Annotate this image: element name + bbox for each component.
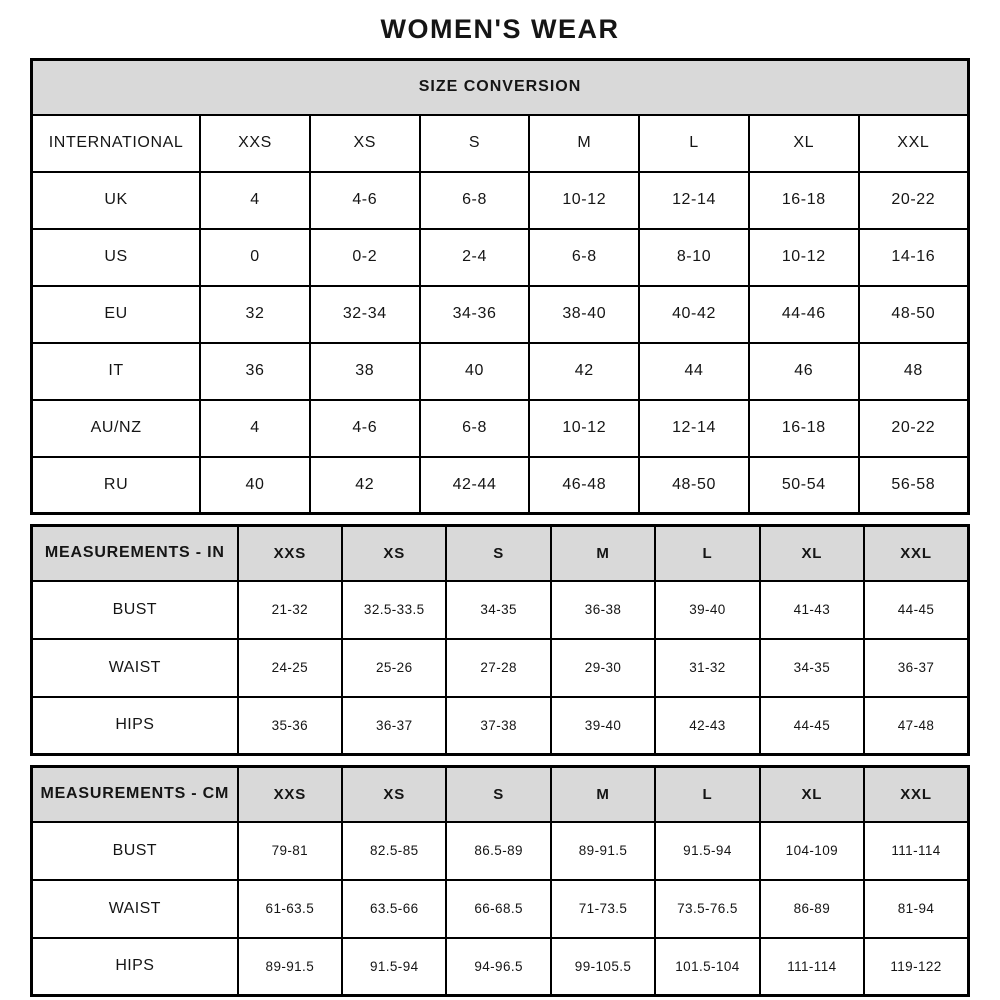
cell-value: 37-38 [446,697,550,755]
cell-value: 32-34 [310,286,420,343]
column-header-xl: XL [760,526,864,581]
table-header-row [32,767,969,822]
column-header-international: INTERNATIONAL [32,115,201,172]
cell-value: 50-54 [749,457,859,514]
cell-value: 38-40 [529,286,639,343]
cell-value: 40 [200,457,310,514]
table-row-uk [32,172,969,229]
column-header-l: L [639,115,749,172]
cell-value: 4-6 [310,172,420,229]
size-conversion-title: SIZE CONVERSION [32,60,969,115]
size-conversion-table [30,58,970,515]
cell-value: 48-50 [859,286,969,343]
column-header-xs: XS [310,115,420,172]
cell-value: 0-2 [310,229,420,286]
cell-value: 34-35 [446,581,550,639]
cell-value: 38 [310,343,420,400]
column-header-m: M [551,526,655,581]
cell-value: 34-36 [420,286,530,343]
column-header-l: L [655,767,759,822]
cell-value: 81-94 [864,880,968,938]
cell-value: 42 [529,343,639,400]
cell-value: 44 [639,343,749,400]
row-label-ru: RU [32,457,201,514]
cell-value: 24-25 [238,639,342,697]
column-header-s: S [420,115,530,172]
row-label-it: IT [32,343,201,400]
table-row-hips-cm [32,938,969,996]
cell-value: 82.5-85 [342,822,446,880]
cell-value: 66-68.5 [446,880,550,938]
page-title: WOMEN'S WEAR [380,14,620,44]
cell-value: 36-37 [864,639,968,697]
cell-value: 2-4 [420,229,530,286]
column-header-xxs: XXS [238,767,342,822]
cell-value: 21-32 [238,581,342,639]
column-header-m: M [551,767,655,822]
cell-value: 0 [200,229,310,286]
row-label-hips: HIPS [32,938,238,996]
table-header-row [32,115,969,172]
cell-value: 27-28 [446,639,550,697]
table-row-hips-in [32,697,969,755]
column-header-xxl: XXL [864,767,968,822]
column-header-xl: XL [760,767,864,822]
cell-value: 29-30 [551,639,655,697]
cell-value: 89-91.5 [551,822,655,880]
cell-value: 46-48 [529,457,639,514]
cell-value: 48 [859,343,969,400]
cell-value: 12-14 [639,400,749,457]
cell-value: 63.5-66 [342,880,446,938]
cell-value: 10-12 [529,400,639,457]
column-header-m: M [529,115,639,172]
table-row-eu [32,286,969,343]
column-header-xs: XS [342,767,446,822]
row-label-waist: WAIST [32,880,238,938]
cell-value: 32.5-33.5 [342,581,446,639]
cell-value: 6-8 [529,229,639,286]
cell-value: 42-44 [420,457,530,514]
column-header-xxl: XXL [864,526,968,581]
cell-value: 36-38 [551,581,655,639]
table-row-ru [32,457,969,514]
cell-value: 25-26 [342,639,446,697]
column-header-xxs: XXS [238,526,342,581]
cell-value: 6-8 [420,172,530,229]
cell-value: 39-40 [551,697,655,755]
cell-value: 111-114 [864,822,968,880]
cell-value: 36-37 [342,697,446,755]
table-header-row [32,526,969,581]
cell-value: 40 [420,343,530,400]
cell-value: 86-89 [760,880,864,938]
measurements-in-table [30,524,970,756]
cell-value: 47-48 [864,697,968,755]
cell-value: 94-96.5 [446,938,550,996]
cell-value: 79-81 [238,822,342,880]
table-row-bust-cm [32,822,969,880]
cell-value: 56-58 [859,457,969,514]
table-row-aunz [32,400,969,457]
cell-value: 39-40 [655,581,759,639]
column-header-s: S [446,767,550,822]
row-label-bust: BUST [32,581,238,639]
cell-value: 101.5-104 [655,938,759,996]
cell-value: 4 [200,172,310,229]
cell-value: 99-105.5 [551,938,655,996]
cell-value: 44-45 [760,697,864,755]
table-row-us [32,229,969,286]
cell-value: 8-10 [639,229,749,286]
column-header-measurements-in: MEASUREMENTS - IN [32,526,238,581]
cell-value: 104-109 [760,822,864,880]
cell-value: 86.5-89 [446,822,550,880]
cell-value: 14-16 [859,229,969,286]
cell-value: 20-22 [859,400,969,457]
cell-value: 32 [200,286,310,343]
cell-value: 12-14 [639,172,749,229]
cell-value: 10-12 [749,229,859,286]
measurements-cm-table [30,765,970,997]
cell-value: 20-22 [859,172,969,229]
row-label-eu: EU [32,286,201,343]
row-label-hips: HIPS [32,697,238,755]
cell-value: 42-43 [655,697,759,755]
cell-value: 89-91.5 [238,938,342,996]
cell-value: 44-46 [749,286,859,343]
column-header-xl: XL [749,115,859,172]
row-label-bust: BUST [32,822,238,880]
row-label-aunz: AU/NZ [32,400,201,457]
cell-value: 46 [749,343,859,400]
table-row-bust-in [32,581,969,639]
cell-value: 36 [200,343,310,400]
table-row-waist-in [32,639,969,697]
column-header-measurements-cm: MEASUREMENTS - CM [32,767,238,822]
cell-value: 31-32 [655,639,759,697]
cell-value: 40-42 [639,286,749,343]
cell-value: 6-8 [420,400,530,457]
cell-value: 119-122 [864,938,968,996]
cell-value: 91.5-94 [655,822,759,880]
cell-value: 71-73.5 [551,880,655,938]
cell-value: 4 [200,400,310,457]
cell-value: 16-18 [749,172,859,229]
cell-value: 91.5-94 [342,938,446,996]
cell-value: 10-12 [529,172,639,229]
column-header-xxs: XXS [200,115,310,172]
row-label-us: US [32,229,201,286]
cell-value: 41-43 [760,581,864,639]
cell-value: 61-63.5 [238,880,342,938]
column-header-l: L [655,526,759,581]
table-title-row [32,60,969,115]
cell-value: 42 [310,457,420,514]
cell-value: 34-35 [760,639,864,697]
cell-value: 44-45 [864,581,968,639]
cell-value: 16-18 [749,400,859,457]
row-label-waist: WAIST [32,639,238,697]
cell-value: 4-6 [310,400,420,457]
cell-value: 48-50 [639,457,749,514]
cell-value: 111-114 [760,938,864,996]
table-row-waist-cm [32,880,969,938]
table-row-it [32,343,969,400]
column-header-s: S [446,526,550,581]
row-label-uk: UK [32,172,201,229]
column-header-xxl: XXL [859,115,969,172]
column-header-xs: XS [342,526,446,581]
cell-value: 35-36 [238,697,342,755]
cell-value: 73.5-76.5 [655,880,759,938]
